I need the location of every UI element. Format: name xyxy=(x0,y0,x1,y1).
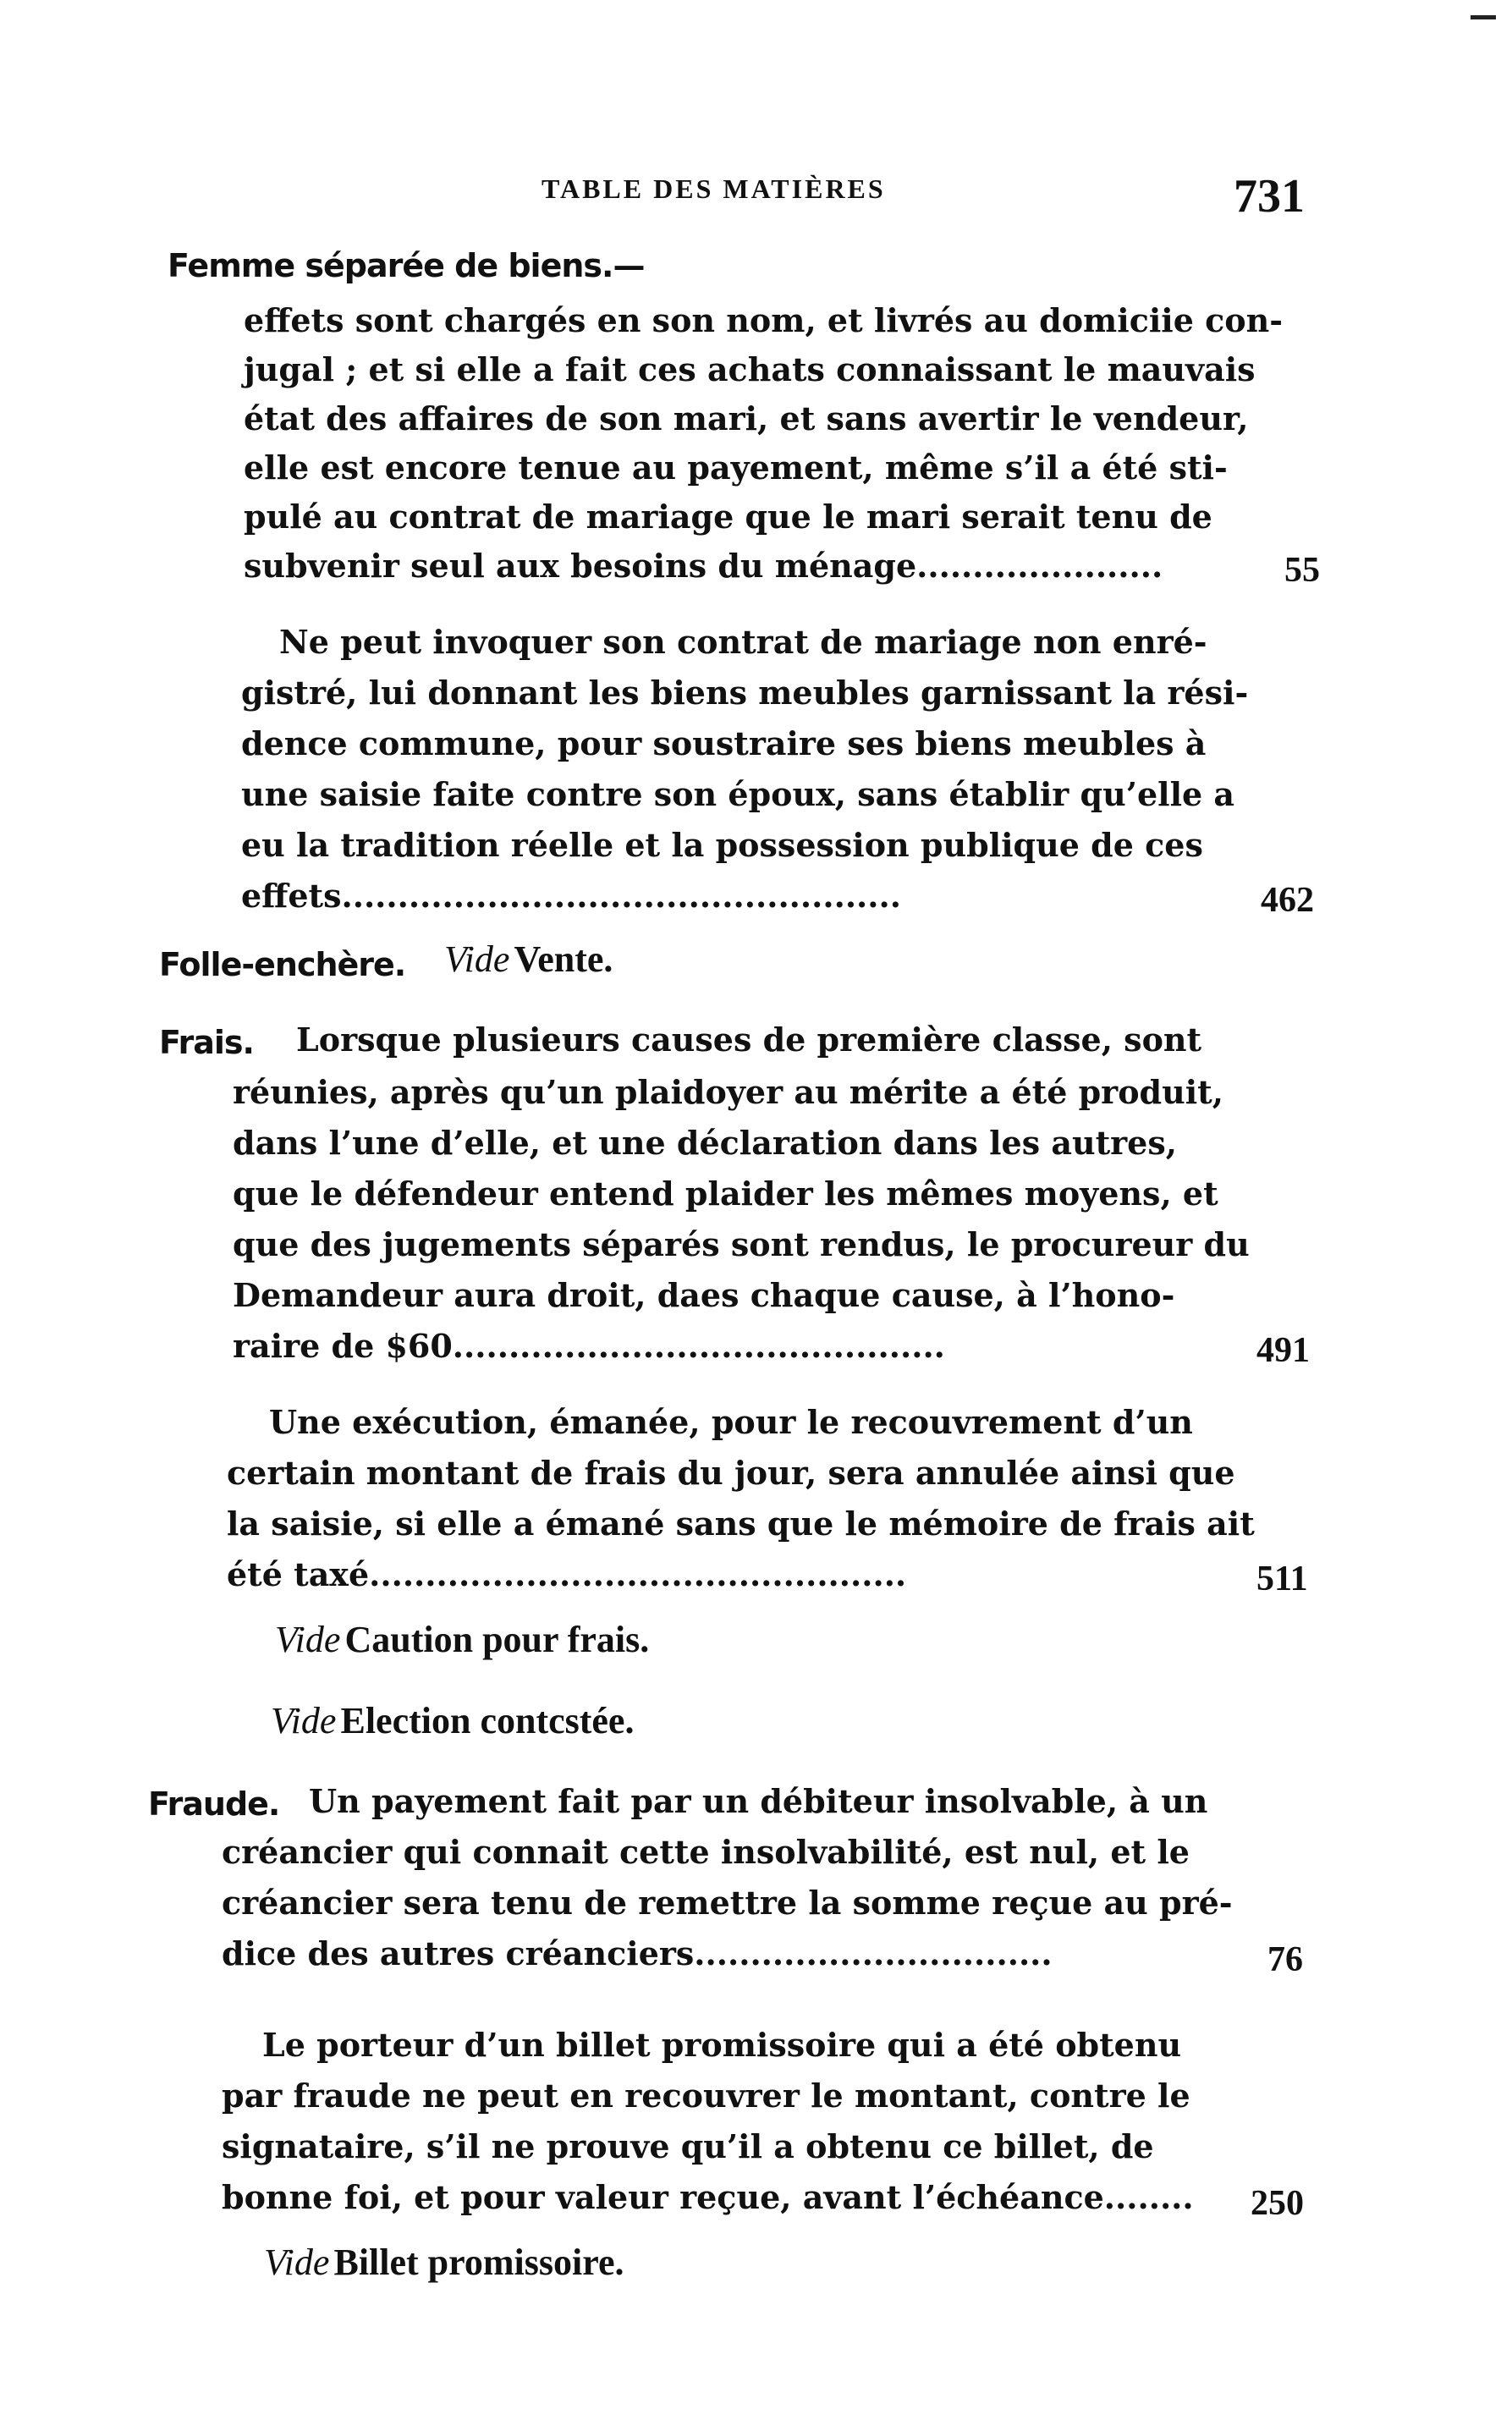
entry-heading-frais: Frais. xyxy=(159,1024,254,1061)
page-reference: 76 xyxy=(1267,1940,1303,1979)
text-line: Demandeur aura droit, daes chaque cause, à l’hono- xyxy=(233,1276,1175,1314)
page-reference: 55 xyxy=(1284,551,1320,590)
text-line: gistré, lui donnant les biens meubles garnissant la rési- xyxy=(241,674,1249,712)
edge-mark xyxy=(1471,15,1496,19)
text-line: créancier qui connait cette insolvabilité, est nul, et le xyxy=(222,1833,1190,1871)
see-also-target: Billet promissoire. xyxy=(333,2242,624,2283)
text-line: par fraude ne peut en recouvrer le montant, contre le xyxy=(222,2077,1190,2115)
text-line: jugal ; et si elle a fait ces achats connaissant le mauvais xyxy=(244,350,1256,388)
text-line: effets sont chargés en son nom, et livrés au domiciie con- xyxy=(244,301,1283,339)
text-line: créancier sera tenu de remettre la somme reçue au pré- xyxy=(222,1884,1233,1922)
text-line: réunies, après qu’un plaidoyer au mérite a été produit, xyxy=(233,1073,1223,1111)
text-line: elle est encore tenue au payement, même s’il a été sti- xyxy=(244,448,1228,487)
page-reference: 511 xyxy=(1256,1560,1308,1598)
see-also-vente xyxy=(444,938,613,981)
text-line: état des affaires de son mari, et sans avertir le vendeur, xyxy=(244,399,1249,437)
text-line: dice des autres créanciers................................ xyxy=(222,1934,1053,1972)
text-line: pulé au contrat de mariage que le mari serait tenu de xyxy=(244,498,1212,536)
entry-heading-folle: Folle-enchère. xyxy=(159,946,406,983)
see-also-target: Election contcstée. xyxy=(340,1700,635,1741)
running-header: TABLE DES MATIÈRES xyxy=(542,173,886,204)
text-line: certain montant de frais du jour, sera annulée ainsi que xyxy=(227,1454,1235,1492)
vide-label: Vide xyxy=(264,2242,330,2283)
see-also-election xyxy=(271,1699,634,1742)
see-also-billet xyxy=(264,2241,624,2284)
text-line: Un payement fait par un débiteur insolvable, à un xyxy=(309,1782,1208,1820)
page-reference: 250 xyxy=(1251,2184,1304,2223)
entry-heading-femme: Femme séparée de biens.— xyxy=(168,247,645,284)
text-line: subvenir seul aux besoins du ménage...................... xyxy=(244,547,1163,585)
text-line: Lorsque plusieurs causes de première classe, sont xyxy=(296,1020,1202,1059)
see-also-caution xyxy=(275,1618,649,1661)
text-line: bonne foi, et pour valeur reçue, avant l’échéance........ xyxy=(222,2178,1194,2216)
text-line: signataire, s’il ne prouve qu’il a obtenu ce billet, de xyxy=(222,2127,1154,2165)
entry-heading-fraude: Fraude. xyxy=(148,1785,280,1823)
text-line: la saisie, si elle a émané sans que le mémoire de frais ait xyxy=(227,1505,1255,1543)
text-line: effets.................................................. xyxy=(241,877,901,915)
see-also-target: Vente. xyxy=(514,938,613,980)
vide-label: Vide xyxy=(275,1619,341,1660)
page-reference: 462 xyxy=(1261,881,1314,920)
text-line: eu la tradition réelle et la possession publique de ces xyxy=(241,826,1203,864)
text-line: Une exécution, émanée, pour le recouvrement d’un xyxy=(269,1403,1193,1441)
vide-label: Vide xyxy=(444,938,510,980)
text-line: raire de $60............................................ xyxy=(233,1327,945,1365)
see-also-target: Caution pour frais. xyxy=(344,1619,650,1660)
text-line: Ne peut invoquer son contrat de mariage non enré- xyxy=(279,623,1207,661)
text-line: dence commune, pour soustraire ses biens meubles à xyxy=(241,724,1207,762)
vide-label: Vide xyxy=(271,1700,337,1741)
text-line: une saisie faite contre son époux, sans établir qu’elle a xyxy=(241,775,1235,813)
text-line: été taxé................................................ xyxy=(227,1555,907,1593)
text-line: Le porteur d’un billet promissoire qui a été obtenu xyxy=(262,2026,1182,2064)
page-reference: 491 xyxy=(1256,1331,1310,1370)
page-number: 731 xyxy=(1234,170,1305,223)
text-line: que le défendeur entend plaider les mêmes moyens, et xyxy=(233,1174,1218,1213)
text-line: que des jugements séparés sont rendus, le procureur du xyxy=(233,1225,1250,1263)
text-line: dans l’une d’elle, et une déclaration dans les autres, xyxy=(233,1124,1177,1162)
